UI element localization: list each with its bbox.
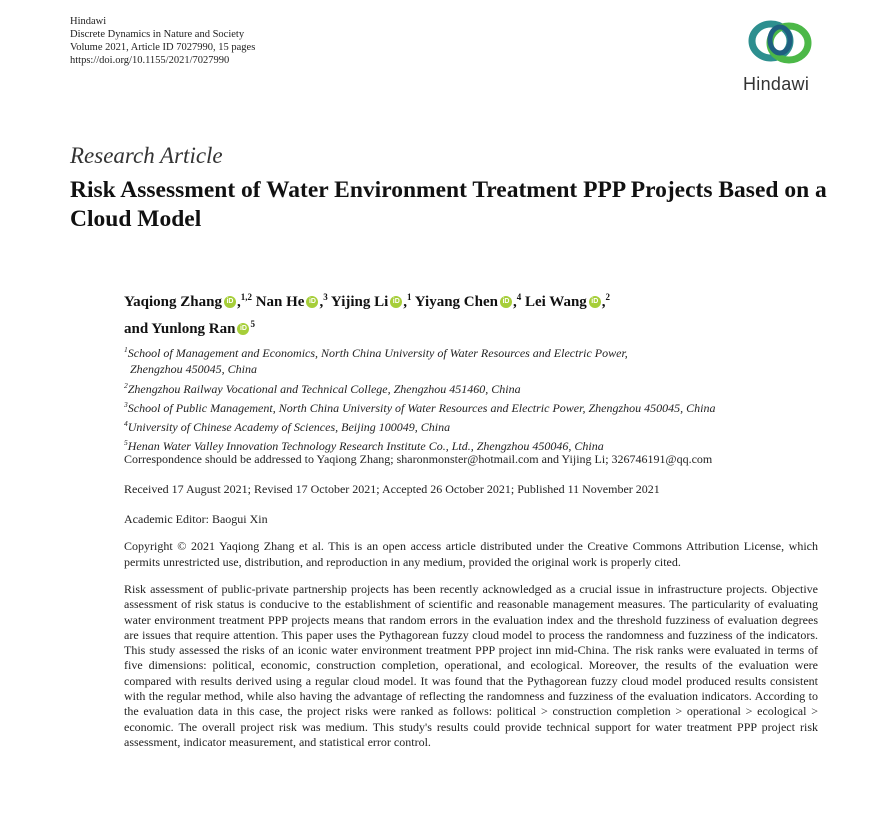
academic-editor: Academic Editor: Baogui Xin xyxy=(124,512,268,526)
authors-conjunction: and xyxy=(124,321,149,337)
author-affiliation-ref: 3 xyxy=(323,292,328,302)
affiliation-item xyxy=(124,397,824,416)
author-name[interactable]: Yiyang Chen xyxy=(414,294,498,310)
orcid-icon[interactable]: iD xyxy=(500,296,512,308)
affiliation-item xyxy=(124,342,824,361)
affiliation-item-continuation: Zhengzhou 450045, China xyxy=(130,362,258,377)
affiliation-number: 3 xyxy=(124,399,128,409)
author-list: Yaqiong Zhang iD ,$^{1,2}$ Nan He iD ,$^3$ Yijing Li iD ,$^1$ Yiyang Chen iD ,$^4$ Lei Wang iD ,$^2$ and Yunlong Ran iD $^5$ xyxy=(124,292,611,337)
article-type: Research Article xyxy=(70,143,223,168)
author-name[interactable]: Nan He xyxy=(255,294,305,310)
volume-info: Volume 2021, Article ID 7027990, 15 pages xyxy=(70,42,256,53)
abstract-text: Risk assessment of public-private partnership projects has been recently acknowledged as a crucial issue in infrastructure projects. Objective assessment of risk status is conducive to the establishment of scientific and reasonable management measures. The particularity of evaluating water environment treatment PPP projects means that random errors in the evaluation index and the threshold fuzziness of evaluation degrees are issues that require attention. This paper uses the Pythagorean fuzzy cloud model to process the randomness and fuzziness of the indicators. This study assessed the risks of an iconic water environment treatment PPP project inn mid-China. The risk ranks were evaluated in terms of five dimensions: political, economic, construction completion, operational, and ecological. Moreover, the results of the evaluation were compared with results derived using a regular cloud model. It was found that the Pythagorean fuzzy cloud model produced results consistent with the regular method, while also having the advantage of reflecting the randomness and fuzziness of the evaluation indicators. According to the evaluation data in this case, the project risks were ranked as follows: political > construction completion > operational > ecological > economic. The overall project risk was medium. This study's results could provide technical support for water treatment PPP project risk assessment, indicator measurement, and statistical error control. xyxy=(124,582,818,749)
author-affiliation-ref: 5 xyxy=(250,319,255,329)
journal-header xyxy=(70,15,255,67)
affiliation-text: School of Public Management, North China University of Water Resources and Electric Power, Zhengzhou 450045, China xyxy=(127,400,716,415)
orcid-icon[interactable]: iD xyxy=(589,296,601,308)
orcid-icon[interactable]: iD xyxy=(390,296,402,308)
author-affiliation-ref: 4 xyxy=(516,292,522,302)
copyright-notice: Copyright © 2021 Yaqiong Zhang et al. This is an open access article distributed under the Creative Commons Attribution License, which permits unrestricted use, distribution, and reproduction in any medium, provided the original work is properly cited. xyxy=(124,539,818,569)
affiliation-number: 2 xyxy=(124,380,128,390)
affiliation-number: 1 xyxy=(124,345,128,354)
author-affiliation-ref: 1 xyxy=(407,292,412,302)
affiliation-text: School of Management and Economics, North China University of Water Resources and Electric Power, xyxy=(127,346,628,360)
affiliation-item xyxy=(124,378,824,397)
affiliation-text: Zhengzhou Railway Vocational and Technical College, Zhengzhou 451460, China xyxy=(127,381,521,396)
orcid-icon[interactable]: iD xyxy=(237,323,249,335)
affiliation-list xyxy=(124,342,824,455)
author-name[interactable]: Yijing Li xyxy=(330,294,389,310)
affiliation-number: 5 xyxy=(124,438,128,448)
orcid-icon[interactable]: iD xyxy=(306,296,318,308)
affiliation-text: University of Chinese Academy of Sciences, Beijing 100049, China xyxy=(127,420,451,435)
orcid-icon[interactable]: iD xyxy=(224,296,236,308)
article-title: Risk Assessment of Water Environment Treatment PPP Projects Based on a Cloud Model xyxy=(70,177,827,232)
affiliation-text: Henan Water Valley Innovation Technology Research Institute Co., Ltd., Zhengzhou 450046, China xyxy=(127,439,604,454)
hindawi-logo-text: Hindawi xyxy=(743,74,810,94)
author-name[interactable]: Yaqiong Zhang xyxy=(124,294,222,310)
publisher-name: Hindawi xyxy=(70,16,107,27)
journal-name: Discrete Dynamics in Nature and Society xyxy=(70,29,245,40)
affiliation-item xyxy=(124,416,824,435)
doi-link[interactable]: https://doi.org/10.1155/2021/7027990 xyxy=(70,55,230,66)
author-affiliation-ref: 2 xyxy=(605,292,611,302)
author-name[interactable]: Lei Wang xyxy=(524,294,587,310)
publication-dates: Received 17 August 2021; Revised 17 October 2021; Accepted 26 October 2021; Published 11 November 2021 xyxy=(124,482,660,496)
affiliation-number: 4 xyxy=(124,419,128,429)
author-name[interactable]: Yunlong Ran xyxy=(151,321,236,337)
correspondence: Correspondence should be addressed to Yaqiong Zhang; sharonmonster@hotmail.com and Yijing Li; 326746191@qq.com xyxy=(124,452,713,466)
author-affiliation-ref: 1,2 xyxy=(240,292,252,302)
